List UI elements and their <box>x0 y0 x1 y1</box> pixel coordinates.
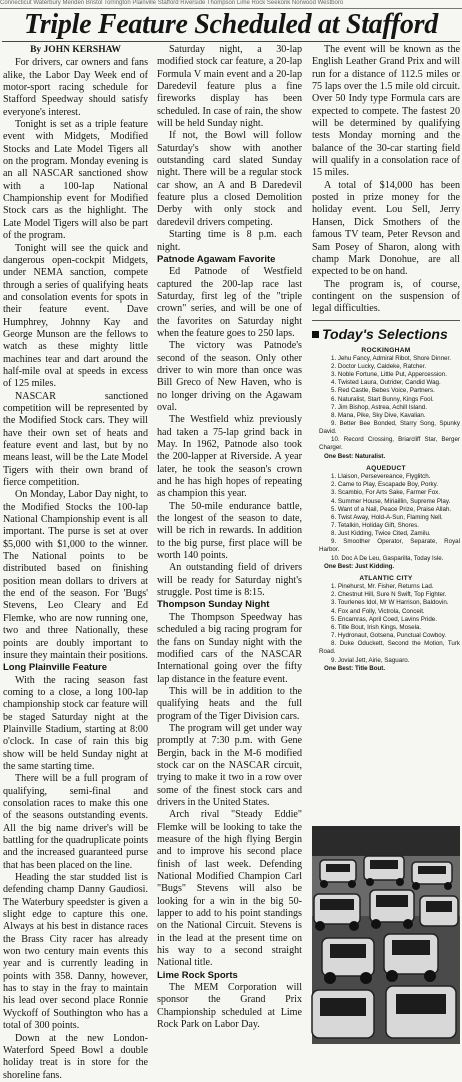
track-name: AQUEDUCT <box>366 464 406 472</box>
article-paragraph: The victory was Patnode's second of the season. Only other driver to win more than once was Bill Greco of New Haven, who is no longer driving on the Agawam oval. <box>157 340 302 413</box>
race-selection: 4. Fox and Folly, Victrola, Conceit. <box>331 607 425 615</box>
article-paragraph: Arch rival "Steady Eddie" Flemke will be looking to take the measure of the high flying Bergin and to improve his second place finish of last week. Defending National Modified Champion Carl "Bugs" Stevens will also be looking for a win in the big 50-lapper to add to his point standings on the National Circuit. Stevens is in the lead at the present time on his way to a second straight National title. <box>157 809 302 969</box>
article-paragraph: The program is, of course, contingent on the suspension of legal difficulties. <box>312 278 460 315</box>
article-paragraph: The 50-mile endurance battle, the longest of the season to date, will be rich in rewards. In addition to the big purse, first place will be worth 140 points. <box>157 500 302 562</box>
race-selection: 9. Jovial Jett, Airie, Saguaro. <box>331 656 410 664</box>
article-paragraph: There will be a full program of qualifying, semi-final and consolation races to make this one of the seasons outstanding events. All the big name driver's will be battling for the quadruplicate points and the increased guaranteed purse that has been placed on the line. <box>3 773 148 871</box>
race-selection: 1. Jehu Fancy, Admiral Ribot, Shore Dinner. <box>331 354 451 362</box>
column-3-body <box>312 44 460 316</box>
race-cars-photo <box>312 826 460 1044</box>
race-selection: 5. Red Castle, Bebes Voice, Partners. <box>331 387 435 395</box>
race-selection: 8. Mana, Pike, Sky Dive, Kavalian. <box>331 411 426 419</box>
article-paragraph: Heading the star studded list is defending champ Danny Gaudiosi. The Waterbury speedster is given a slight edge to capture this one. Always at his best in distance races the Brass City racer has already won two century main events this year and is currently leading in points with 358. Danny, however, has to stay in the fray to maintain his lead over second place Ronnie Wyckoff of Southington who has a total of 300 points. <box>3 872 148 1032</box>
race-selection: 1. Pinehurst, Mr. Fisher, Returns Lad. <box>331 583 434 591</box>
column-2 <box>157 44 302 1044</box>
article-paragraph: Saturday night, a 30-lap modified stock car feature, a 20-lap Formula V main event and a 20-lap Daredevil feature plus a fine fireworks display has been scheduled. In case of rain, the show will be held Sunday night. <box>157 44 302 130</box>
article-paragraph: NASCAR sanctioned competition will be represented by the Modified Stock cars. They will have their own set of heats and feature event and last, but by no means least, will be the Late Model Tigers with their own brand of fierce competition. <box>3 390 148 489</box>
top-strip: Connecticut Waterbury Meriden Bristol Torrington Plainville Stafford Riverside Thompson Lime Rock Seekonk Norwood Westboro <box>0 0 462 9</box>
selections-title-text: Today's Selections <box>322 325 448 342</box>
race-selection: 6. Naturalist, Start Bunny, Kings Fool. <box>331 395 434 403</box>
race-selection: 10. Record Crossing, Briarcliff Star, Berger Charger. <box>319 436 460 452</box>
race-selection: 5. Want of a Nail, Peace Prize, Praise Allah. <box>331 505 452 513</box>
race-selection: 1. Llaison, Persevereance, Flyglitch. <box>331 473 431 481</box>
track-name: ROCKINGHAM <box>361 346 411 354</box>
article-paragraph: Down at the new London-Waterford Speed Bowl a double holiday treat is in store for the shoreline fans. <box>3 1032 148 1081</box>
selections-rule <box>312 320 460 321</box>
track-name: ATLANTIC CITY <box>359 574 413 582</box>
article-paragraph: For drivers, car owners and fans alike, the Labor Day Week end of motor-sport racing schedule for Stafford Speedway should satisfy everyone's interest. <box>3 57 148 118</box>
article-paragraph: Ed Patnode of Westfield captured the 200-lap race last Saturday, first leg of the "triple crown" series, and will be one of the favorites on Saturday night when the feature goes to 250 laps. <box>157 266 302 339</box>
article-paragraph: With the racing season fast coming to a close, a long 100-lap championship stock car feature will be staged Saturday night at the Plainville Stadium, starting at 8:00 o'clock. In case of rain this big show will be held Sunday night at the same starting time. <box>3 674 148 772</box>
column-1 <box>3 44 148 1081</box>
race-selection: 4. Twisted Laura, Outrider, Candid Wag. <box>331 379 441 387</box>
article-paragraph: Tonight will see the quick and dangerous open-cockpit Midgets, under NEMA sanction, compete through a series of qualifying heats and consolation events for spots in their feature event. Dave Humphrey, Johnny Kay and George Munson are the fellows to watch as these mighty little machines tear and dart around the half-mile oval at speeds in excess of 125 miles. <box>3 242 148 390</box>
one-best: One Best: Title Bout. <box>324 664 386 672</box>
article-paragraph: Starting time is 8 p.m. each night. <box>157 229 302 253</box>
race-selection: 4. Summer House, Miriaillin, Supreme Play. <box>331 497 451 505</box>
article-paragraph: A total of $14,000 has been posted in prize money for the holiday event. Lou Sell, Jerry Hansen, Dick Smothers of the famous TV team, Peter Revson and Sam Posey of Sharon, along with champ Mark Donohue, are all expected to be on hand. <box>312 179 460 278</box>
column-2-body <box>157 44 302 1032</box>
section-subhead: Thompson Sunday Night <box>157 599 270 611</box>
byline: By JOHN KERSHAW <box>30 45 121 55</box>
section-subhead: Patnode Agawam Favorite <box>157 253 276 265</box>
race-selection: 7. Jim Bishop, Astrea, Achill Island. <box>331 403 427 411</box>
race-selection: 10. Doc A De Leu, Gasparilla, Today Isle. <box>331 554 444 562</box>
race-selection: 5. Encamras, April Coed, Lavins Pride. <box>331 615 437 623</box>
headline: Triple Feature Scheduled at Stafford <box>2 9 460 42</box>
race-selection: 2. Chestnut Hill, Sure N Swift, Top Fighter. <box>331 591 447 599</box>
article-paragraph: This will be in addition to the qualifying heats and the full program of the Tiger Division cars. <box>157 685 302 722</box>
race-selection: 3. Noble Fortune, Little Put, Appercession. <box>331 371 447 379</box>
section-subhead: Long Plainville Feature <box>3 662 107 674</box>
selections-list <box>312 347 460 673</box>
race-selection: 6. Title Bout, Irish Kings, Mosela. <box>331 623 422 631</box>
race-selection: 3. Scambio, For Arts Sake, Farmer Fox. <box>331 489 440 497</box>
race-selection: 9. Smoother Operator, Separate, Royal Harbor. <box>319 538 460 554</box>
article-paragraph: If not, the Bowl will follow Saturday's show with another outstanding card slated Sunday night. There will be a regular stock car show, an A and B Daredevil feature plus a closed Demolition Derby with only stock and daredevil drivers competing. <box>157 130 302 228</box>
race-selection: 8. Just Kidding, Twice Cited, Zamilu. <box>331 530 431 538</box>
race-selection: 9. Better Bee Bonded, Starry Song, Spunky David. <box>319 420 460 436</box>
one-best: One Best: Just Kidding. <box>324 562 395 570</box>
selections-title <box>312 325 460 343</box>
article-paragraph: The MEM Corporation will sponsor the Grand Prix Championship scheduled at Lime Rock Park on Labor Day. <box>157 982 302 1031</box>
race-selection: 3. Tourlenes Idol, Mr W Harrison, Baldovin. <box>331 599 449 607</box>
race-selection: 7. Hydronaut, Gotsena, Punctual Cowboy. <box>331 632 447 640</box>
race-selection: 2. Doctor Lucky, Caldeke, Ratcher. <box>331 362 427 370</box>
article-paragraph: The Westfield whiz previously had taken a 75-lap grind back in May. In 1962, Patnode also took the 200-lapper at Riverside. A year later, he took the season's crown and he has high hopes of repeating as champion this year. <box>157 414 302 500</box>
race-cars-photo-drawing <box>312 826 460 1044</box>
section-subhead: Lime Rock Sports <box>157 969 238 981</box>
race-selection: 2. Came to Play, Escapade Boy, Porky. <box>331 481 438 489</box>
article-paragraph: The Thompson Speedway has scheduled a big racing program for the fans on Sunday night with the modified cars of the NASCAR International going over the fifty lap distance in the feature event. <box>157 611 302 685</box>
one-best: One Best: Naturalist. <box>324 452 386 460</box>
article-paragraph: The program will get under way promptly at 7:30 p.m. with Gene Bergin, back in the M-6 modified stock car on the NASCAR circuit, trying to make it two in a row over some of the finest stock cars and drivers in the United States. <box>157 722 302 808</box>
race-selection: 6. Twist Away, Hold-A-Sun, Flaming Nell. <box>331 513 443 521</box>
race-selection: 7. Tetalkin, Holiday Gift, Shores. <box>331 521 419 529</box>
bullet-icon <box>312 331 319 338</box>
article-paragraph: On Monday, Labor Day night, to the Modified Stocks the 100-lap National Championship event is all important. The purse is set at over $5,000 with $1,000 to the winner. The National points to be distributed based on finishing position mean dollars to drivers at the end of the season. For 'Bugs' Stevens, Leo Cleary and Ed Flemke, who are now running one, two and three Nationally, these points are doubly important to insure they maintain their positions. <box>3 489 148 661</box>
article-paragraph: An outstanding field of drivers will be ready for Saturday night's struggle. Post time is 8:15. <box>157 562 302 599</box>
article-paragraph: The event will be known as the English Leather Grand Prix and will run for a distance of 112.5 miles or 75 laps over the 1.5 mile old circuit. Over 50 Indy type Formula cars are expected to compete. The fastest 20 will be determined by qualifying tests Monday morning and the balance of the 30-car starting field will qualify in a consolation race of 15 miles. <box>312 44 460 179</box>
column-1-body <box>3 57 148 1082</box>
race-selection: 8. Duke Oduckett, Second the Motion, Turk Road. <box>319 640 460 656</box>
article-paragraph: Tonight is set as a triple feature event with Midgets, Modified Stocks and Late Model Tigers all on the program. Monday evening is an all NASCAR sanctioned show with a 100-lap National Championship event for Modified Stock cars as the highlight. The Late Model Tigers will also be part of the program. <box>3 119 148 242</box>
